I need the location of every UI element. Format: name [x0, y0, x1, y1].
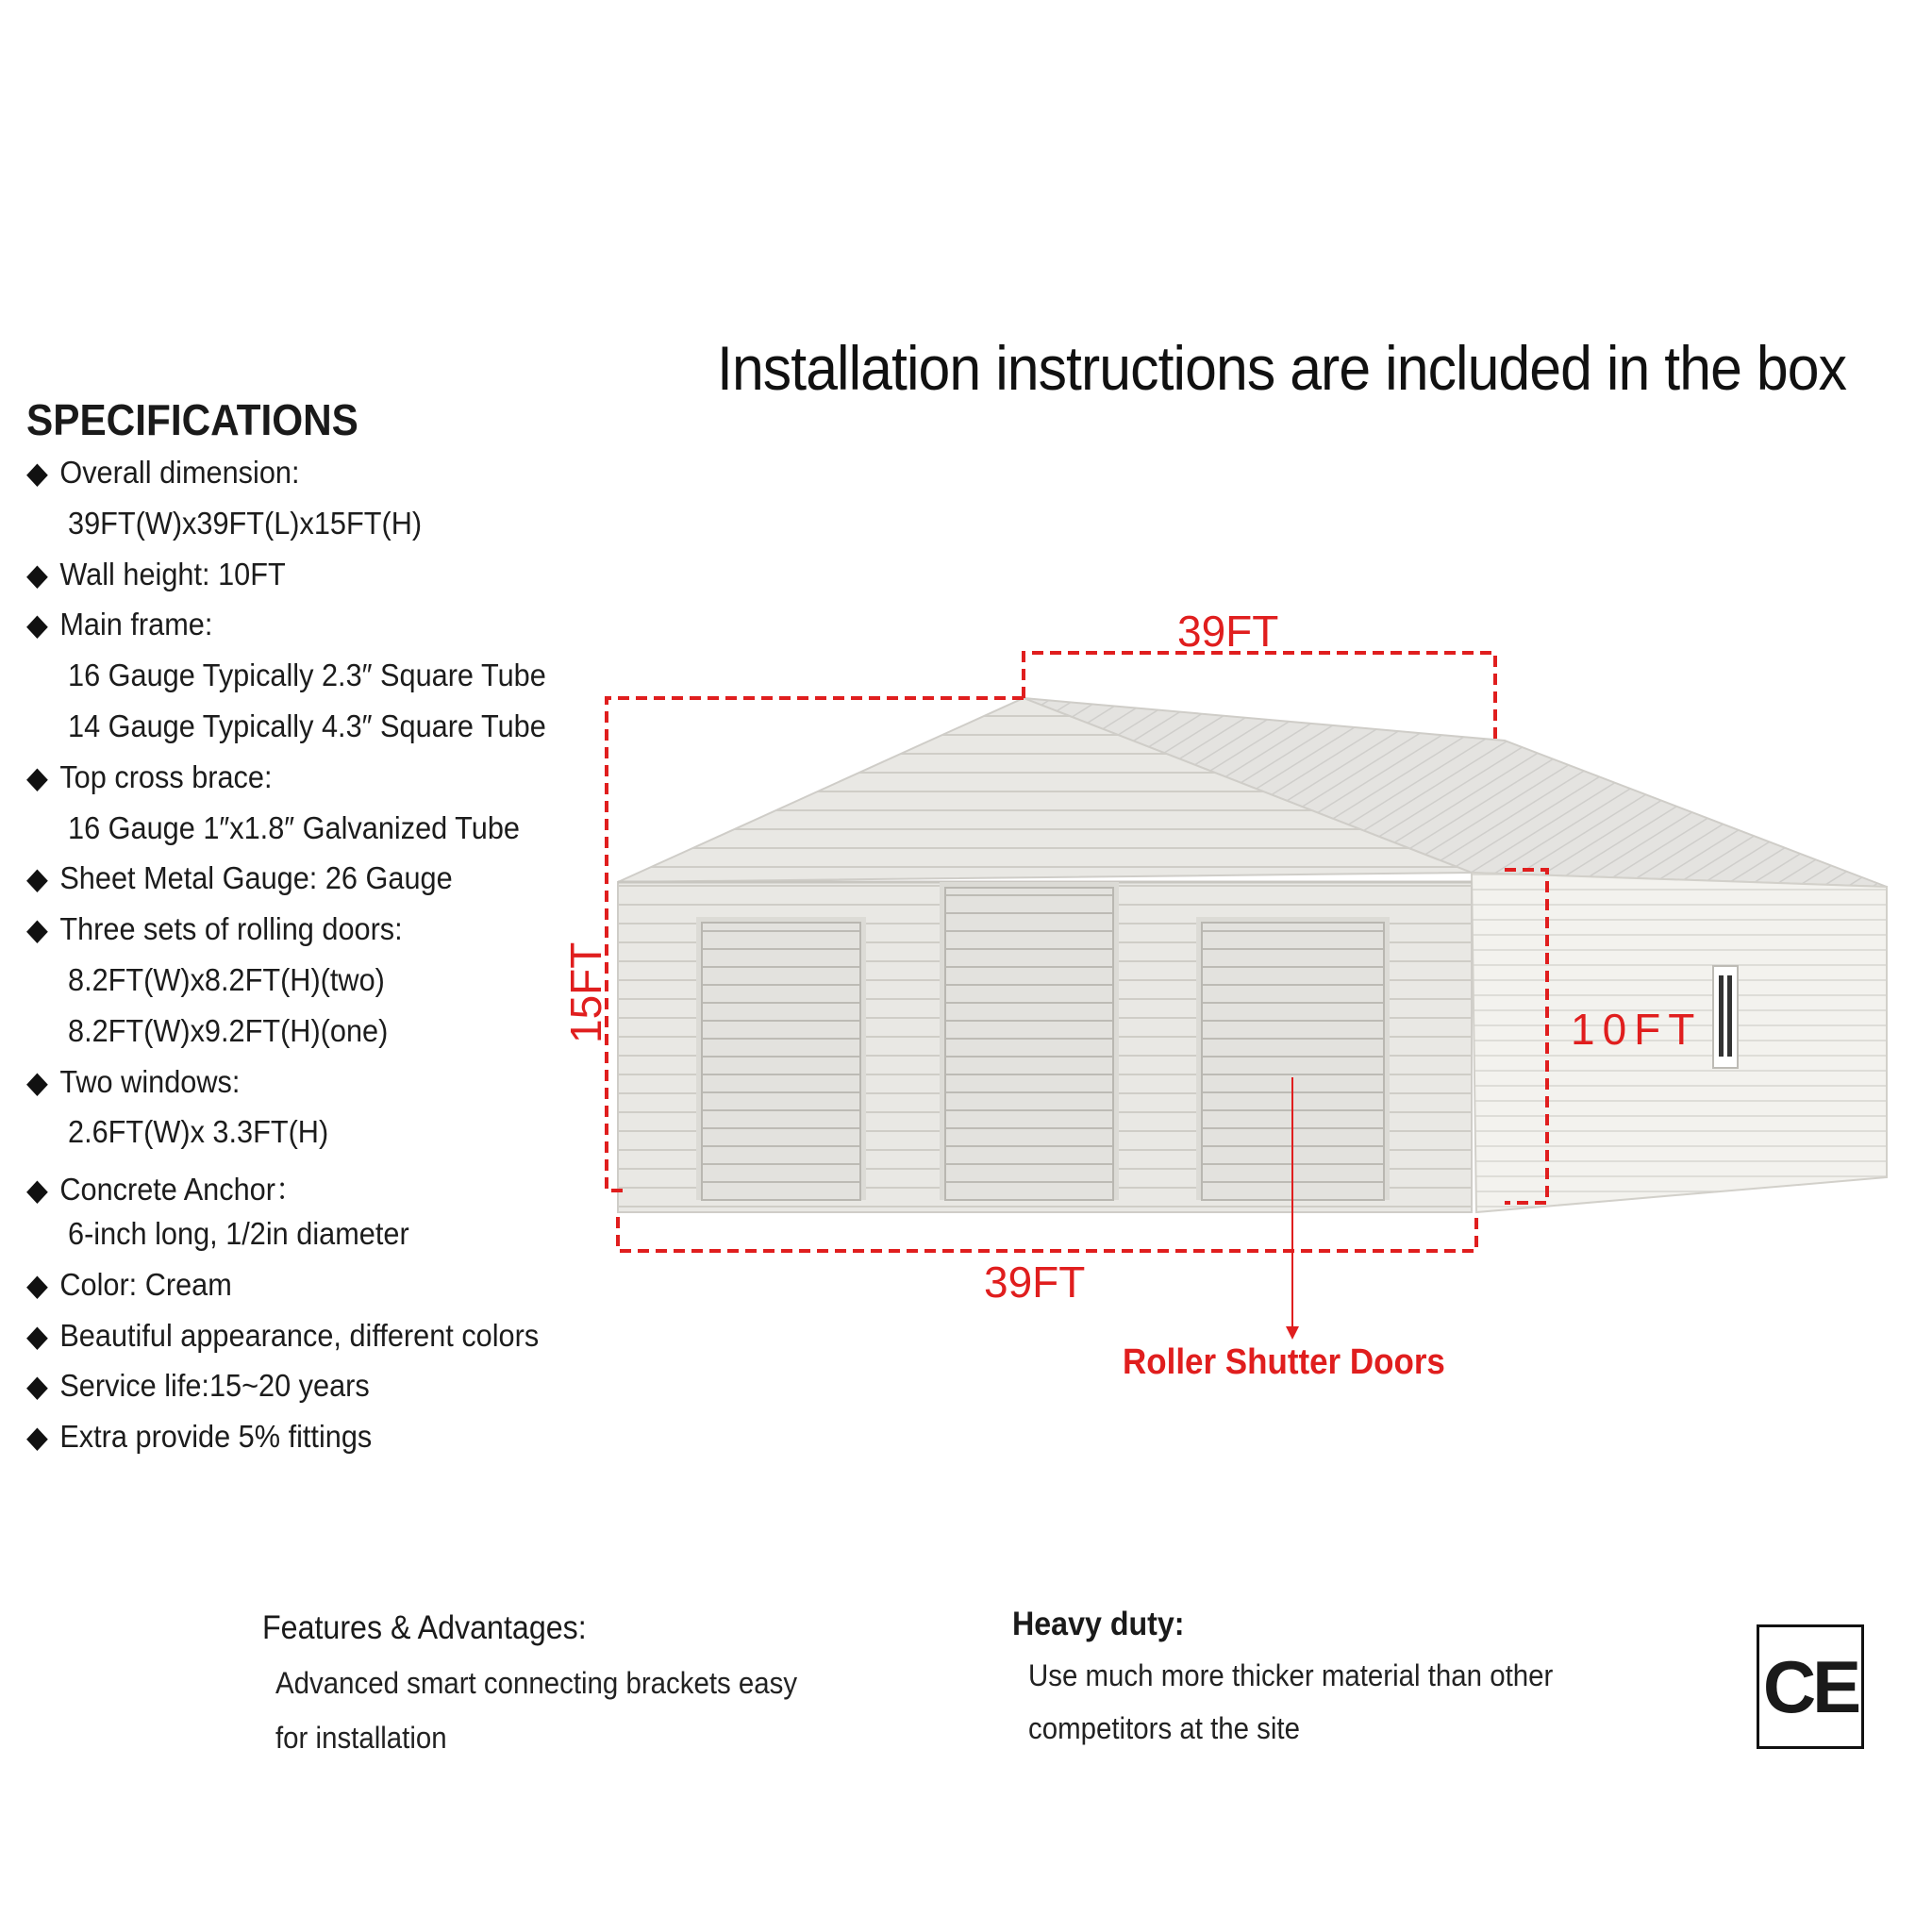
door-callout-arrowhead: [1286, 1326, 1299, 1340]
diamond-bullet-icon: ◆: [26, 456, 48, 490]
dim-bottom-width-line: [618, 1217, 1476, 1251]
headline: Installation instructions are included in the box: [717, 333, 1847, 403]
spec-item-detail: 6-inch long, 1/2in diameter: [68, 1216, 409, 1251]
ce-mark: CE: [1757, 1624, 1864, 1749]
diamond-bullet-icon: ◆: [26, 861, 48, 896]
diamond-bullet-icon: ◆: [26, 912, 48, 947]
dim-top-width-label: 39FT: [1177, 607, 1279, 656]
features-text-line-2: for installation: [275, 1721, 447, 1755]
heavy-duty-title: Heavy duty:: [1012, 1606, 1185, 1642]
spec-item-label: Main frame:: [59, 607, 213, 642]
diamond-bullet-icon: ◆: [26, 1420, 48, 1455]
dim-wall-height-label: 10FT: [1571, 1005, 1703, 1054]
spec-item-label: Three sets of rolling doors:: [59, 911, 403, 947]
spec-item-label: Sheet Metal Gauge: 26 Gauge: [59, 860, 453, 896]
spec-item-detail: 8.2FT(W)x8.2FT(H)(two): [68, 962, 385, 997]
diamond-bullet-icon: ◆: [26, 1173, 48, 1208]
spec-item-label: Top cross brace:: [59, 758, 273, 794]
roller-shutter-doors-label: Roller Shutter Doors: [1123, 1342, 1445, 1382]
roller-door-left: [702, 923, 860, 1200]
spec-item-detail: 14 Gauge Typically 4.3″ Square Tube: [68, 708, 546, 743]
roller-door-center: [945, 888, 1113, 1200]
spec-item-detail: 16 Gauge Typically 2.3″ Square Tube: [68, 658, 546, 693]
diamond-bullet-icon: ◆: [26, 1064, 48, 1099]
spec-item-detail: 8.2FT(W)x9.2FT(H)(one): [68, 1012, 389, 1048]
spec-item-label: Service life:15~20 years: [59, 1368, 370, 1404]
diamond-bullet-icon: ◆: [26, 759, 48, 794]
diamond-bullet-icon: ◆: [26, 608, 48, 642]
spec-item-detail: 39FT(W)x39FT(L)x15FT(H): [68, 505, 423, 541]
spec-item-label: Extra provide 5% fittings: [59, 1419, 373, 1455]
diamond-bullet-icon: ◆: [26, 1369, 48, 1404]
dim-height-label: 15FT: [561, 941, 610, 1043]
heavy-duty-text-line-2: competitors at the site: [1028, 1711, 1300, 1745]
side-window: [1713, 966, 1738, 1068]
spec-item-label: Wall height: 10FT: [59, 556, 286, 591]
spec-item-label: Beautiful appearance, different colors: [59, 1317, 540, 1353]
diamond-bullet-icon: ◆: [26, 557, 48, 591]
specifications-title: SPECIFICATIONS: [26, 395, 358, 444]
heavy-duty-text-line-1: Use much more thicker material than other: [1028, 1658, 1554, 1692]
diamond-bullet-icon: ◆: [26, 1267, 48, 1302]
spec-item-detail: 2.6FT(W)x 3.3FT(H): [68, 1114, 329, 1150]
spec-item-label: Concrete Anchor：: [59, 1172, 305, 1208]
spec-item-detail: 16 Gauge 1″x1.8″ Galvanized Tube: [68, 809, 520, 845]
dim-bottom-width-label: 39FT: [984, 1257, 1086, 1307]
spec-item-label: Color: Cream: [59, 1266, 232, 1302]
spec-item-label: Two windows:: [59, 1063, 241, 1099]
spec-item-label: Overall dimension:: [59, 455, 300, 490]
features-title: Features & Advantages:: [262, 1609, 587, 1646]
diamond-bullet-icon: ◆: [26, 1318, 48, 1353]
features-text-line-1: Advanced smart connecting brackets easy: [275, 1666, 798, 1700]
